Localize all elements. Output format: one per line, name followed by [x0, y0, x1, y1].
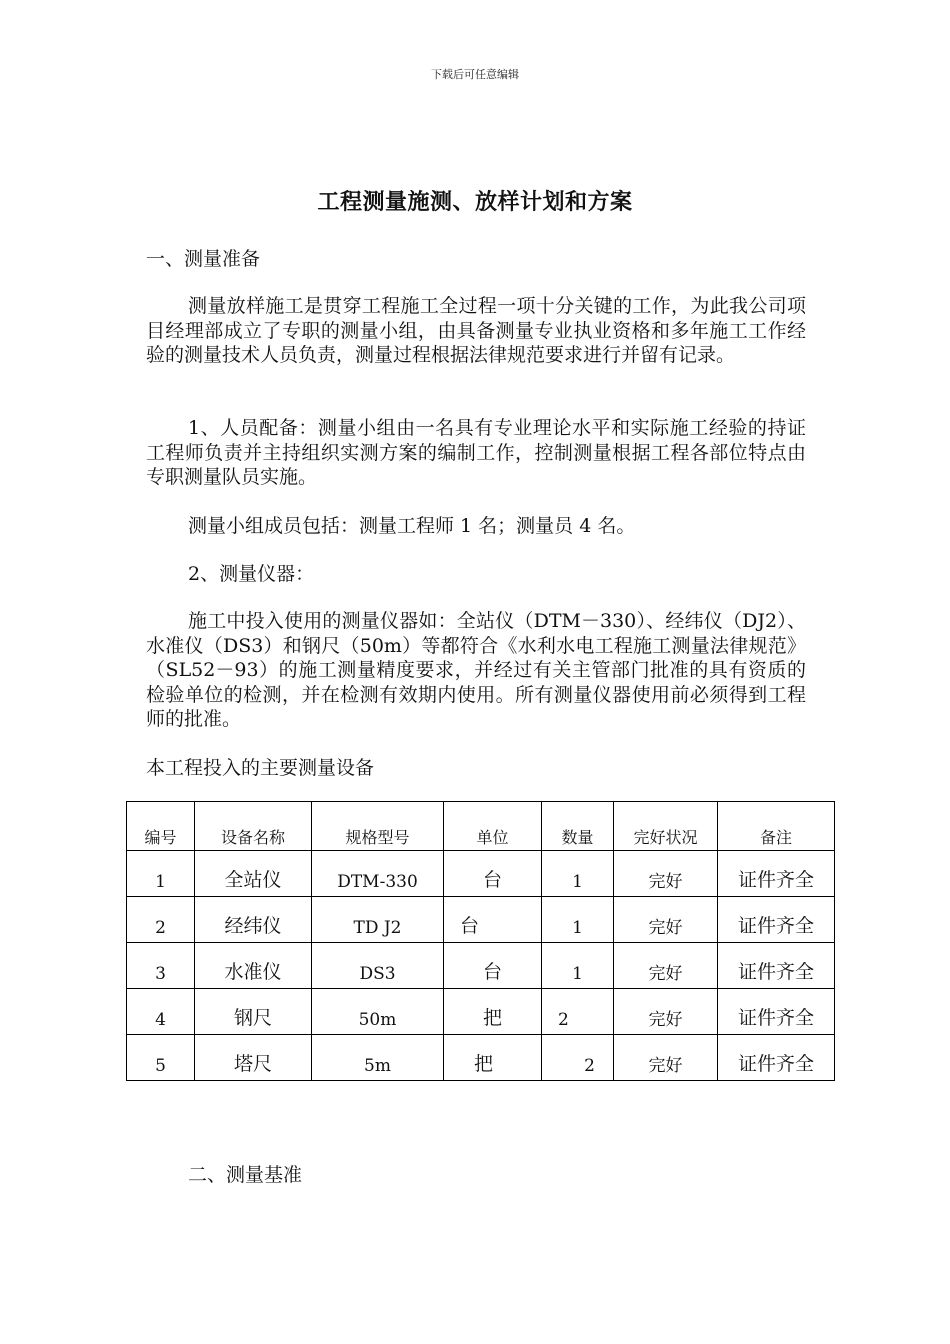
- table-cell: 5: [127, 1035, 195, 1081]
- table-cell: 把: [444, 989, 542, 1035]
- table-cell: 证件齐全: [718, 989, 835, 1035]
- header-cell: 规格型号: [312, 802, 444, 851]
- table-cell: DTM-330: [312, 851, 444, 897]
- table-cell: 经纬仪: [195, 897, 312, 943]
- table-row: [127, 897, 835, 943]
- table-cell: 钢尺: [195, 989, 312, 1035]
- table-cell: 1: [127, 851, 195, 897]
- table-cell: 塔尺: [195, 1035, 312, 1081]
- table-cell: 把: [444, 1035, 542, 1081]
- equipment-table: [126, 801, 835, 1081]
- section-heading: 一、测量准备: [146, 248, 261, 270]
- table-cell: TD J2: [312, 897, 444, 943]
- table-cell: 证件齐全: [718, 897, 835, 943]
- table-cell: 1: [542, 851, 614, 897]
- table-row: [127, 989, 835, 1035]
- table-cell: 证件齐全: [718, 943, 835, 989]
- header-cell: 数量: [542, 802, 614, 851]
- header-cell: 完好状况: [614, 802, 718, 851]
- table-cell: 完好: [614, 897, 718, 943]
- table-cell: 50m: [312, 989, 444, 1035]
- header-cell: 备注: [718, 802, 835, 851]
- staffing-paragraph: 1、人员配备：测量小组由一名具有专业理论水平和实际施工经验的持证工程师负责并主持组织实测方案的编制工作，控制测量根据工程各部位特点由专职测量队员实施。: [146, 417, 806, 488]
- header-cell: 设备名称: [195, 802, 312, 851]
- instruments-paragraph: 施工中投入使用的测量仪器如：全站仪（DTM－330）、经纬仪（DJ2）、水准仪（DS3）和钢尺（50m）等都符合《水利水电工程施工测量法律规范》（SL52－93）的施工测量精度要求，并经过有关主管部门批准的具有资质的检验单位的检测，并在检测有效期内使用。所有测量仪器使用前必须得到工程师的批准。: [146, 610, 806, 730]
- table-cell: 完好: [614, 989, 718, 1035]
- table-cell: DS3: [312, 943, 444, 989]
- instruments-heading: 2、测量仪器：: [188, 563, 315, 585]
- table-row: [127, 1035, 835, 1081]
- table-cell: 2: [542, 1035, 614, 1081]
- page-header: 下载后可任意编辑: [431, 68, 519, 81]
- intro-paragraph: 测量放样施工是贯穿工程施工全过程一项十分关键的工作，为此我公司项目经理部成立了专职的测量小组，由具备测量专业执业资格和多年施工工作经验的测量技术人员负责，测量过程根据法律规范要求进行并留有记录。: [146, 295, 806, 366]
- table-cell: 全站仪: [195, 851, 312, 897]
- table-cell: 1: [542, 897, 614, 943]
- table-cell: 3: [127, 943, 195, 989]
- members-paragraph: 测量小组成员包括：测量工程师 1 名；测量员 4 名。: [188, 515, 636, 537]
- table-cell: 2: [127, 897, 195, 943]
- table-cell: 证件齐全: [718, 1035, 835, 1081]
- table-cell: 台: [444, 897, 542, 943]
- table-cell: 台: [444, 851, 542, 897]
- header-cell: 单位: [444, 802, 542, 851]
- section-heading: 二、测量基准: [188, 1164, 303, 1186]
- table-caption: 本工程投入的主要测量设备: [146, 757, 375, 779]
- table-header-row: [127, 802, 835, 851]
- table-row: [127, 943, 835, 989]
- table-cell: 水准仪: [195, 943, 312, 989]
- table-row: [127, 851, 835, 897]
- table-cell: 1: [542, 943, 614, 989]
- table-cell: 完好: [614, 851, 718, 897]
- table-cell: 5m: [312, 1035, 444, 1081]
- header-cell: 编号: [127, 802, 195, 851]
- document-title: 工程测量施测、放样计划和方案: [317, 189, 633, 215]
- table-cell: 完好: [614, 1035, 718, 1081]
- table-cell: 4: [127, 989, 195, 1035]
- table-cell: 证件齐全: [718, 851, 835, 897]
- table-cell: 台: [444, 943, 542, 989]
- table-cell: 2: [542, 989, 614, 1035]
- table-cell: 完好: [614, 943, 718, 989]
